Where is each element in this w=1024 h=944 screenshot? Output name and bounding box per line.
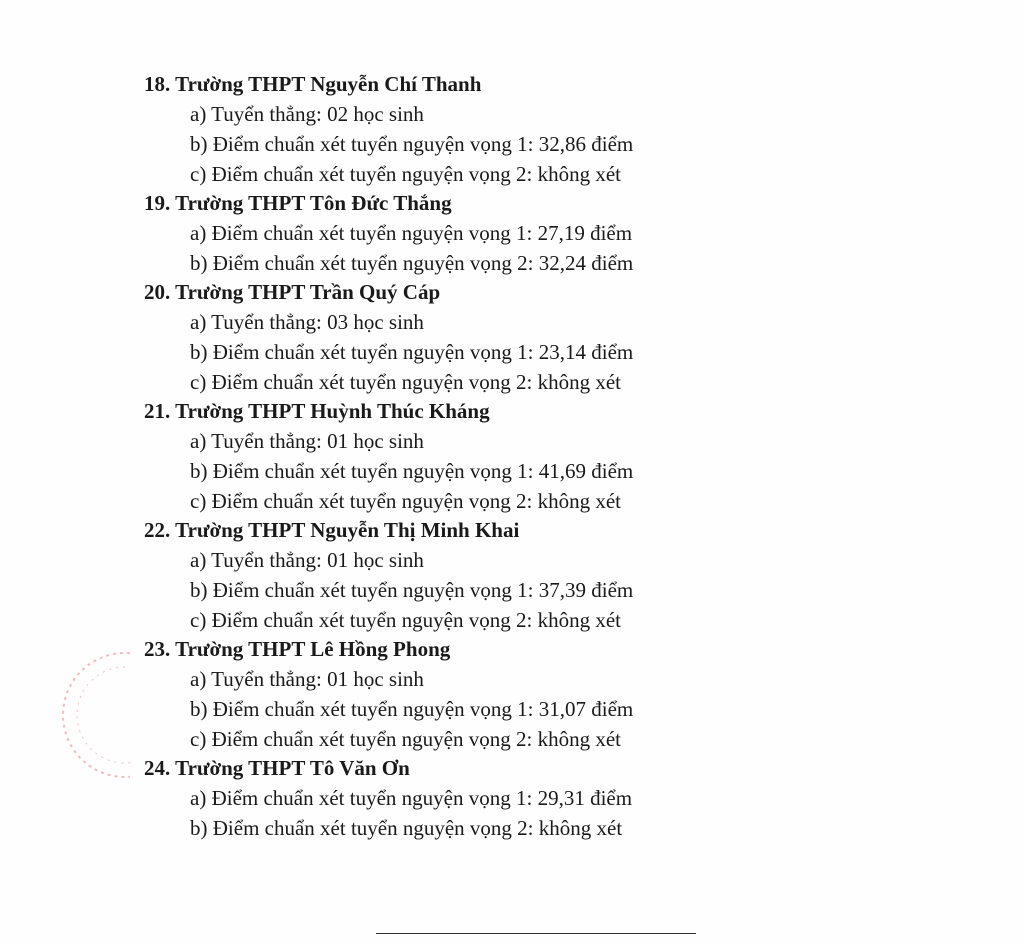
school-section xyxy=(144,278,904,397)
school-heading: 23. Trường THPT Lê Hồng Phong xyxy=(144,637,451,661)
criteria-line: a) Tuyển thẳng: 02 học sinh xyxy=(190,102,424,126)
criteria-line: c) Điểm chuẩn xét tuyển nguyện vọng 2: không xét xyxy=(190,608,621,632)
criteria-line: b) Điểm chuẩn xét tuyển nguyện vọng 2: 32,24 điểm xyxy=(190,251,634,275)
school-section xyxy=(144,754,904,843)
criteria-line: b) Điểm chuẩn xét tuyển nguyện vọng 1: 37,39 điểm xyxy=(190,578,634,602)
school-section xyxy=(144,70,904,189)
criteria-line: a) Tuyển thẳng: 01 học sinh xyxy=(190,429,424,453)
school-section xyxy=(144,635,904,754)
criteria-line: c) Điểm chuẩn xét tuyển nguyện vọng 2: không xét xyxy=(190,727,621,751)
school-heading: 22. Trường THPT Nguyễn Thị Minh Khai xyxy=(144,518,520,542)
criteria-line: b) Điểm chuẩn xét tuyển nguyện vọng 1: 31,07 điểm xyxy=(190,697,634,721)
criteria-line: a) Tuyển thẳng: 03 học sinh xyxy=(190,310,424,334)
school-section xyxy=(144,189,904,278)
end-divider xyxy=(376,933,696,934)
school-heading: 24. Trường THPT Tô Văn Ơn xyxy=(144,756,410,780)
criteria-line: a) Tuyển thẳng: 01 học sinh xyxy=(190,667,424,691)
school-section xyxy=(144,397,904,516)
criteria-line: a) Điểm chuẩn xét tuyển nguyện vọng 1: 27,19 điểm xyxy=(190,221,633,245)
criteria-line: a) Điểm chuẩn xét tuyển nguyện vọng 1: 29,31 điểm xyxy=(190,786,633,810)
school-heading: 19. Trường THPT Tôn Đức Thắng xyxy=(144,191,452,215)
school-heading: 18. Trường THPT Nguyễn Chí Thanh xyxy=(144,72,482,96)
criteria-line: b) Điểm chuẩn xét tuyển nguyện vọng 1: 32,86 điểm xyxy=(190,132,634,156)
criteria-line: c) Điểm chuẩn xét tuyển nguyện vọng 2: không xét xyxy=(190,489,621,513)
school-list xyxy=(144,70,904,843)
school-heading: 20. Trường THPT Trần Quý Cáp xyxy=(144,280,441,304)
faded-stamp-image xyxy=(30,640,130,790)
school-section xyxy=(144,516,904,635)
criteria-line: b) Điểm chuẩn xét tuyển nguyện vọng 1: 23,14 điểm xyxy=(190,340,634,364)
criteria-line: c) Điểm chuẩn xét tuyển nguyện vọng 2: không xét xyxy=(190,370,621,394)
criteria-line: b) Điểm chuẩn xét tuyển nguyện vọng 2: không xét xyxy=(190,816,623,840)
criteria-line: b) Điểm chuẩn xét tuyển nguyện vọng 1: 41,69 điểm xyxy=(190,459,634,483)
criteria-line: c) Điểm chuẩn xét tuyển nguyện vọng 2: không xét xyxy=(190,162,621,186)
school-heading: 21. Trường THPT Huỳnh Thúc Kháng xyxy=(144,399,490,423)
criteria-line: a) Tuyển thẳng: 01 học sinh xyxy=(190,548,424,572)
